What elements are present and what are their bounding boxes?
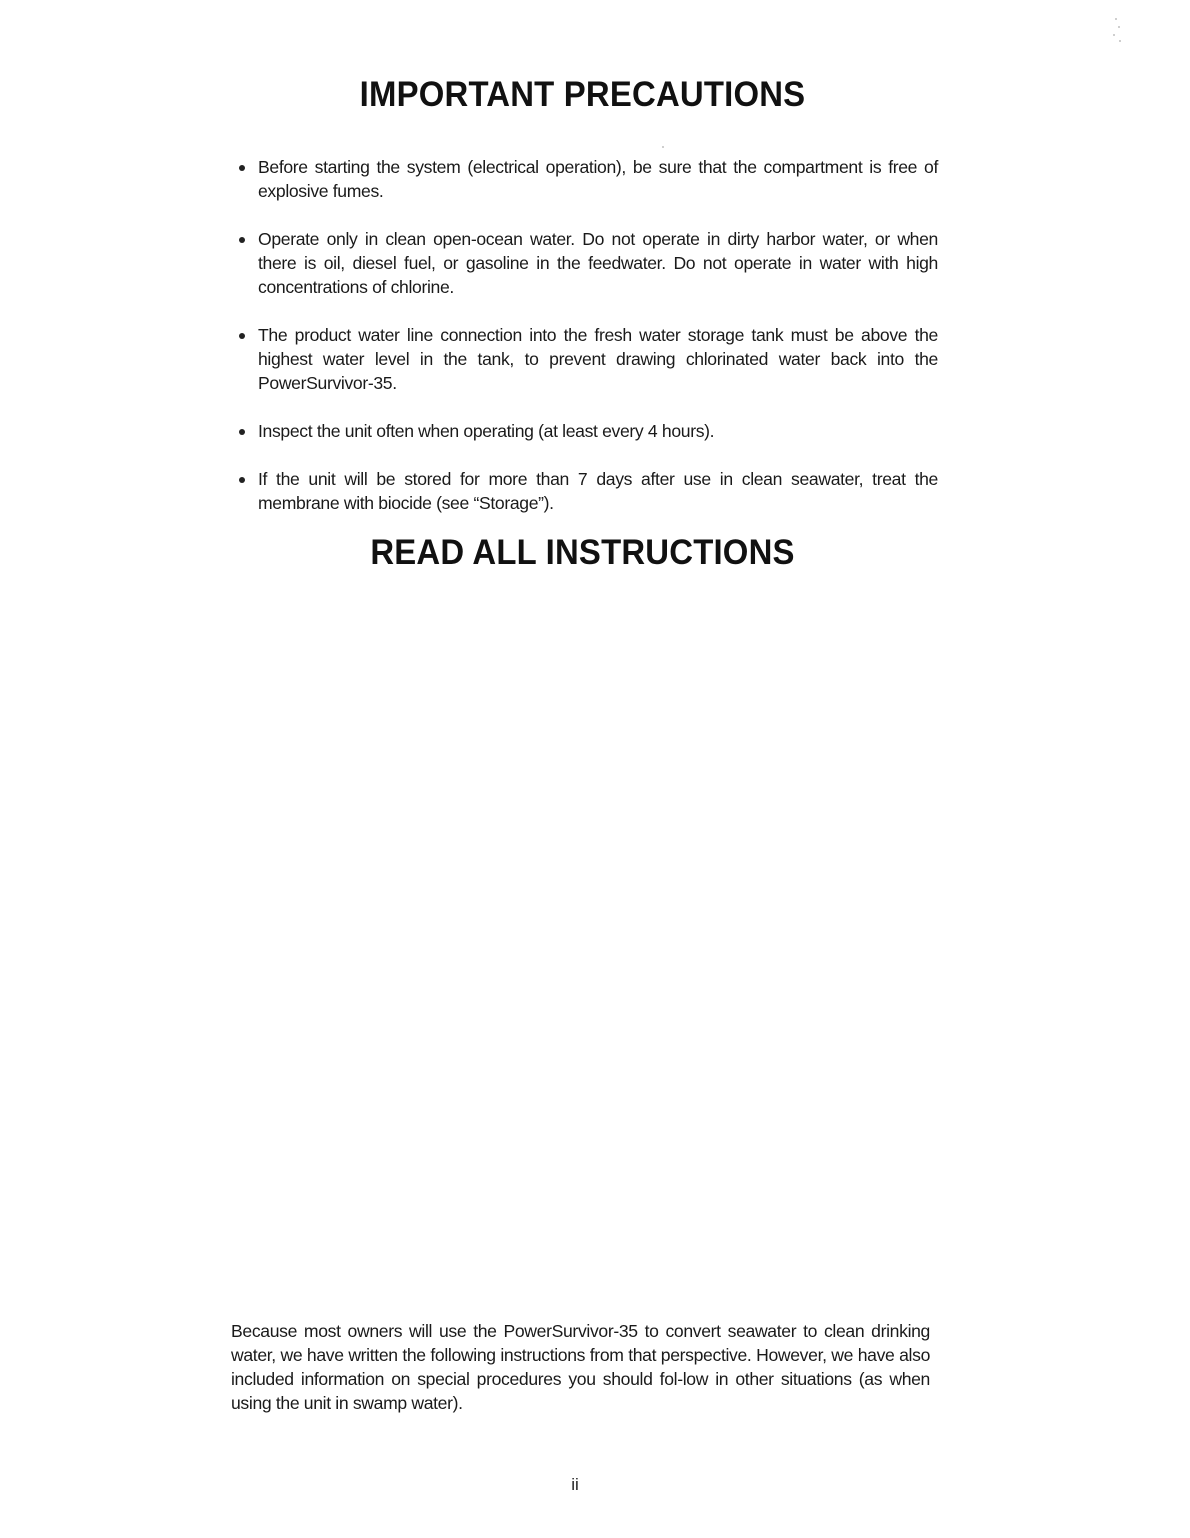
- scan-speck: [1113, 34, 1115, 36]
- precaution-text: The product water line connection into the fresh water storage tank must be above the highest water level in the tank, to prevent drawing chlorinated water back into the PowerSurvivor-35.: [258, 325, 938, 393]
- precaution-text: If the unit will be stored for more than 7 days after use in clean seawater, treat the membrane with biocide (see “Storage”).: [258, 469, 938, 513]
- precaution-item: [238, 155, 938, 203]
- scan-speck: [1119, 40, 1121, 42]
- page-number: ii: [571, 1475, 579, 1494]
- scan-speck: [662, 146, 664, 148]
- scan-speck: [1118, 26, 1120, 28]
- precaution-text: Before starting the system (electrical operation), be sure that the compartment is free of explosive fumes.: [258, 157, 938, 201]
- bullet-icon: [239, 477, 245, 483]
- bullet-icon: [239, 237, 245, 243]
- precaution-item: [238, 323, 938, 395]
- precaution-item: [238, 467, 938, 515]
- precaution-item: [238, 419, 938, 443]
- precautions-list: [238, 155, 938, 539]
- bullet-icon: [239, 429, 245, 435]
- bullet-icon: [239, 165, 245, 171]
- bullet-icon: [239, 333, 245, 339]
- heading-read-all-instructions: READ ALL INSTRUCTIONS: [370, 533, 795, 572]
- scan-speck: [1115, 18, 1117, 20]
- precaution-item: [238, 227, 938, 299]
- precaution-text: Operate only in clean open-ocean water. Do not operate in dirty harbor water, or when there is oil, diesel fuel, or gasoline in the feedwater. Do not operate in water with high concentrations of chlorine.: [258, 229, 938, 297]
- heading-important-precautions: IMPORTANT PRECAUTIONS: [359, 75, 806, 114]
- precaution-text: Inspect the unit often when operating (at least every 4 hours).: [258, 421, 715, 441]
- intro-paragraph: Because most owners will use the PowerSurvivor-35 to convert seawater to clean drinking water, we have written the following instructions from that perspective. However, we have also included information on special procedures you should fol-low in other situations (as when using the unit in swamp water).: [231, 1321, 930, 1413]
